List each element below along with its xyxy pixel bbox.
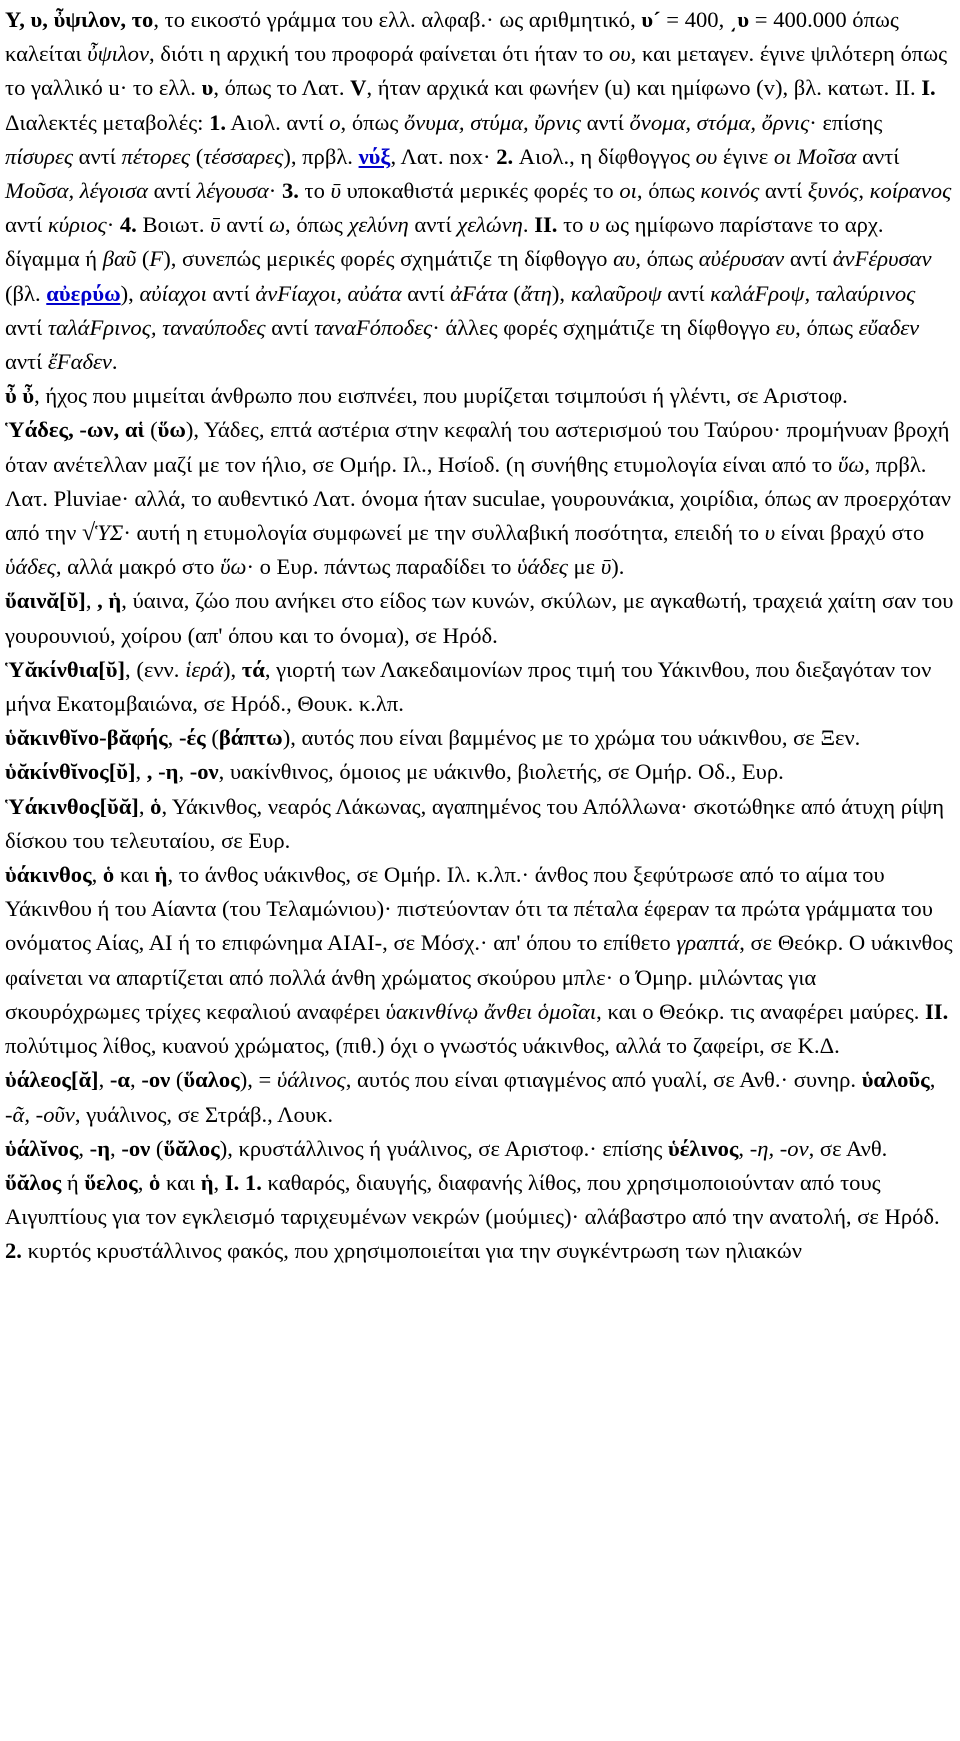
entry-hyalos: ὕᾰλος ή ὕελος, ὁ και ἡ, I. 1. καθαρός, διαυγής, διαφανής λίθος, που χρησιμοποιούνταν από τους Αιγυπτίους για τον εγκλεισμό ταριχευμένων νεκρών (μούμιες)· αλάβαστρο από την ανατολή, σε Ηρόδ. 2. κυρτός κρυστάλλινος φακός, που χρησιμοποιείται για την συγκέντρωση των ηλιακών: [5, 1169, 940, 1264]
link-auerypo[interactable]: αὐερύω: [46, 280, 121, 306]
entry-hyakinthinos: ὑᾰκίνθῐνος[ῠ], , -η, -ον, υακίνθινος, όμοιος με υάκινθο, βιολετής, σε Ομήρ. Οδ., Ευρ.: [5, 759, 784, 785]
link-nyx[interactable]: νύξ: [358, 143, 391, 169]
entry-hyakinthia: Ὑᾰκίνθια[ῠ], (ενν. ἱερά), τά, γιορτή των Λακεδαιμονίων προς τιμή του Υάκινθου, που διεξαγόταν τον μήνα Εκατομβαιώνα, σε Ηρόδ., Θουκ. κ.λπ.: [5, 656, 932, 717]
entry-haleos: ὑάλεος[ᾰ], -α, -ον (ὕαλος), = ὑάλινος, αυτός που είναι φτιαγμένος από γυαλί, σε Ανθ.· συνηρ. ὑαλοῦς, -ᾶ, -οῦν, γυάλινος, σε Στράβ., Λουκ.: [5, 1067, 936, 1127]
entry-hyakinthos-name: Ὑάκινθος[ῠᾰ], ὁ, Υάκινθος, νεαρός Λάκωνας, αγαπημένος του Απόλλωνα· σκοτώθηκε από άτυχη ρίψη δίσκου του τελευταίου, σε Ευρ.: [5, 793, 945, 853]
entry-upsilon: Υ, υ, ὖψιλον, το, το εικοστό γράμμα του ελλ. αλφαβ.· ως αριθμητικό, υ´ = 400, ͵υ = 400.000 όπως καλείται ὖψιλον, διότι η αρχική του προφορά φαίνεται ότι ήταν το ου, και μεταγεν. έγινε ψιλότερη όπως το γαλλικό u· το ελλ. υ, όπως το Λατ. V, ήταν αρχικά και φωνήεν (u) και ημίφωνο (v), βλ. κατωτ. II. I. Διαλεκτές μεταβολές: 1. Αιολ. αντί ο, όπως ὄνυμα, στύμα, ὔρνις αντί ὄνομα, στόμα, ὄρνις· επίσης πίσυρες αντί πέτορες (τέσσαρες), πρβλ. νύξ, Λατ. nox· 2. Αιολ., η δίφθογγος ου έγινε οι Μοῖσα αντί Μοῦσα, λέγοισα αντί λέγουσα· 3. το ῡ υποκαθιστά μερικές φορές το οι, όπως κοινός αντί ξυνός, κοίρανος αντί κύριος· 4. Βοιωτ. ῡ αντί ω, όπως χελύνη αντί χελώνη. II. το υ ως ημίφωνο παρίστανε το αρχ. δίγαμμα ή βαῦ (F), συνεπώς μερικές φορές σχημάτιζε τη δίφθογγο αυ, όπως αὐέρυσαν αντί ἀνFέρυσαν (βλ. αὐερύω), αὐίαχοι αντί ἀνFίαχοι, αὐάτα αντί ἀFάτα (ἄτη), καλαῦροψ αντί καλάFροψ, ταλαύρινος αντί ταλάFρινος, ταναύποδες αντί ταναFόποδες· άλλες φορές σχημάτιζε τη δίφθογγο ευ, όπως εὔαδεν αντί ἔFαδεν.: [5, 7, 952, 375]
entry-halinos: ὑάλῐνος, -η, -ον (ὕᾰλος), κρυστάλλινος ή γυάλινος, σε Αριστοφ.· επίσης ὑέλινος, -η, -ον, σε Ανθ.: [5, 1135, 888, 1161]
entry-hyakinthos: ὑάκινθος, ὁ και ἡ, το άνθος υάκινθος, σε Ομήρ. Ιλ. κ.λπ.· άνθος που ξεφύτρωσε από το αίμα του Υάκινθου ή του Αίαντα (του Τελαμώνιου)· πιστεύονταν ότι τα πέταλα έφεραν τα πρώτα γράμματα του ονόματος Αίας, ΑΙ ή το επιφώνημα ΑΙΑΙ-, σε Μόσχ.· απ' όπου το επίθετο γραπτά, σε Θεόκρ. Ο υάκινθος φαίνεται να απαρτίζεται από πολλά άνθη χρώματος σκούρου μπλε· ο Όμηρ. μιλώντας για σκουρόχρωμες τρίχες κεφαλιού αναφέρει ὑακινθίνῳ ἄνθει ὁμοῖαι, και ο Θεόκρ. τις αναφέρει μαύρες. II. πολύτιμος λίθος, κυανού χρώματος, (πιθ.) όχι ο γνωστός υάκινθος, αλλά το ζαφείρι, σε Κ.Δ.: [5, 862, 953, 1059]
entry-hyaina: ὕαινᾰ[ῠ], , ἡ, ύαινα, ζώο που ανήκει στο είδος των κυνών, σκύλων, με αγκαθωτή, τραχειά χαίτη σαν του γουρουνιού, χοίρου (απ' όπου και το όνομα), σε Ηρόδ.: [5, 588, 954, 648]
entry-uu: ὖ ὖ, ήχος που μιμείται άνθρωπο που εισπνέει, που μυρίζεται τσιμπούσι ή γλέντι, σε Αριστοφ.: [5, 383, 848, 409]
entry-hyades: Ὑάδες, -ων, αἱ (ὕω), Υάδες, επτά αστέρια στην κεφαλή του αστερισμού του Ταύρου· προμήνυαν βροχή όταν ανέτελλαν μαζί με τον ήλιο, σε Ομήρ. Ιλ., Ησίοδ. (η συνήθης ετυμολογία είναι από το ὕω, πρβλ. Λατ. Pluviae· αλλά, το αυθεντικό Λατ. όνομα ήταν suculae, γουρουνάκια, χοιρίδια, όπως αν προερχόταν από την √ὙΣ· αυτή η ετυμολογία συμφωνεί με την συλλαβική ποσότητα, επειδή το υ είναι βραχύ στο ὑάδες, αλλά μακρό στο ὕω· ο Ευρ. πάντως παραδίδει το ὑάδες με ῡ).: [5, 417, 951, 580]
entry-hyakinthobaphes: ὑᾰκινθῐνο-βᾰφής, -ές (βάπτω), αυτός που είναι βαμμένος με το χρώμα του υάκινθου, σε Ξεν.: [5, 725, 861, 751]
